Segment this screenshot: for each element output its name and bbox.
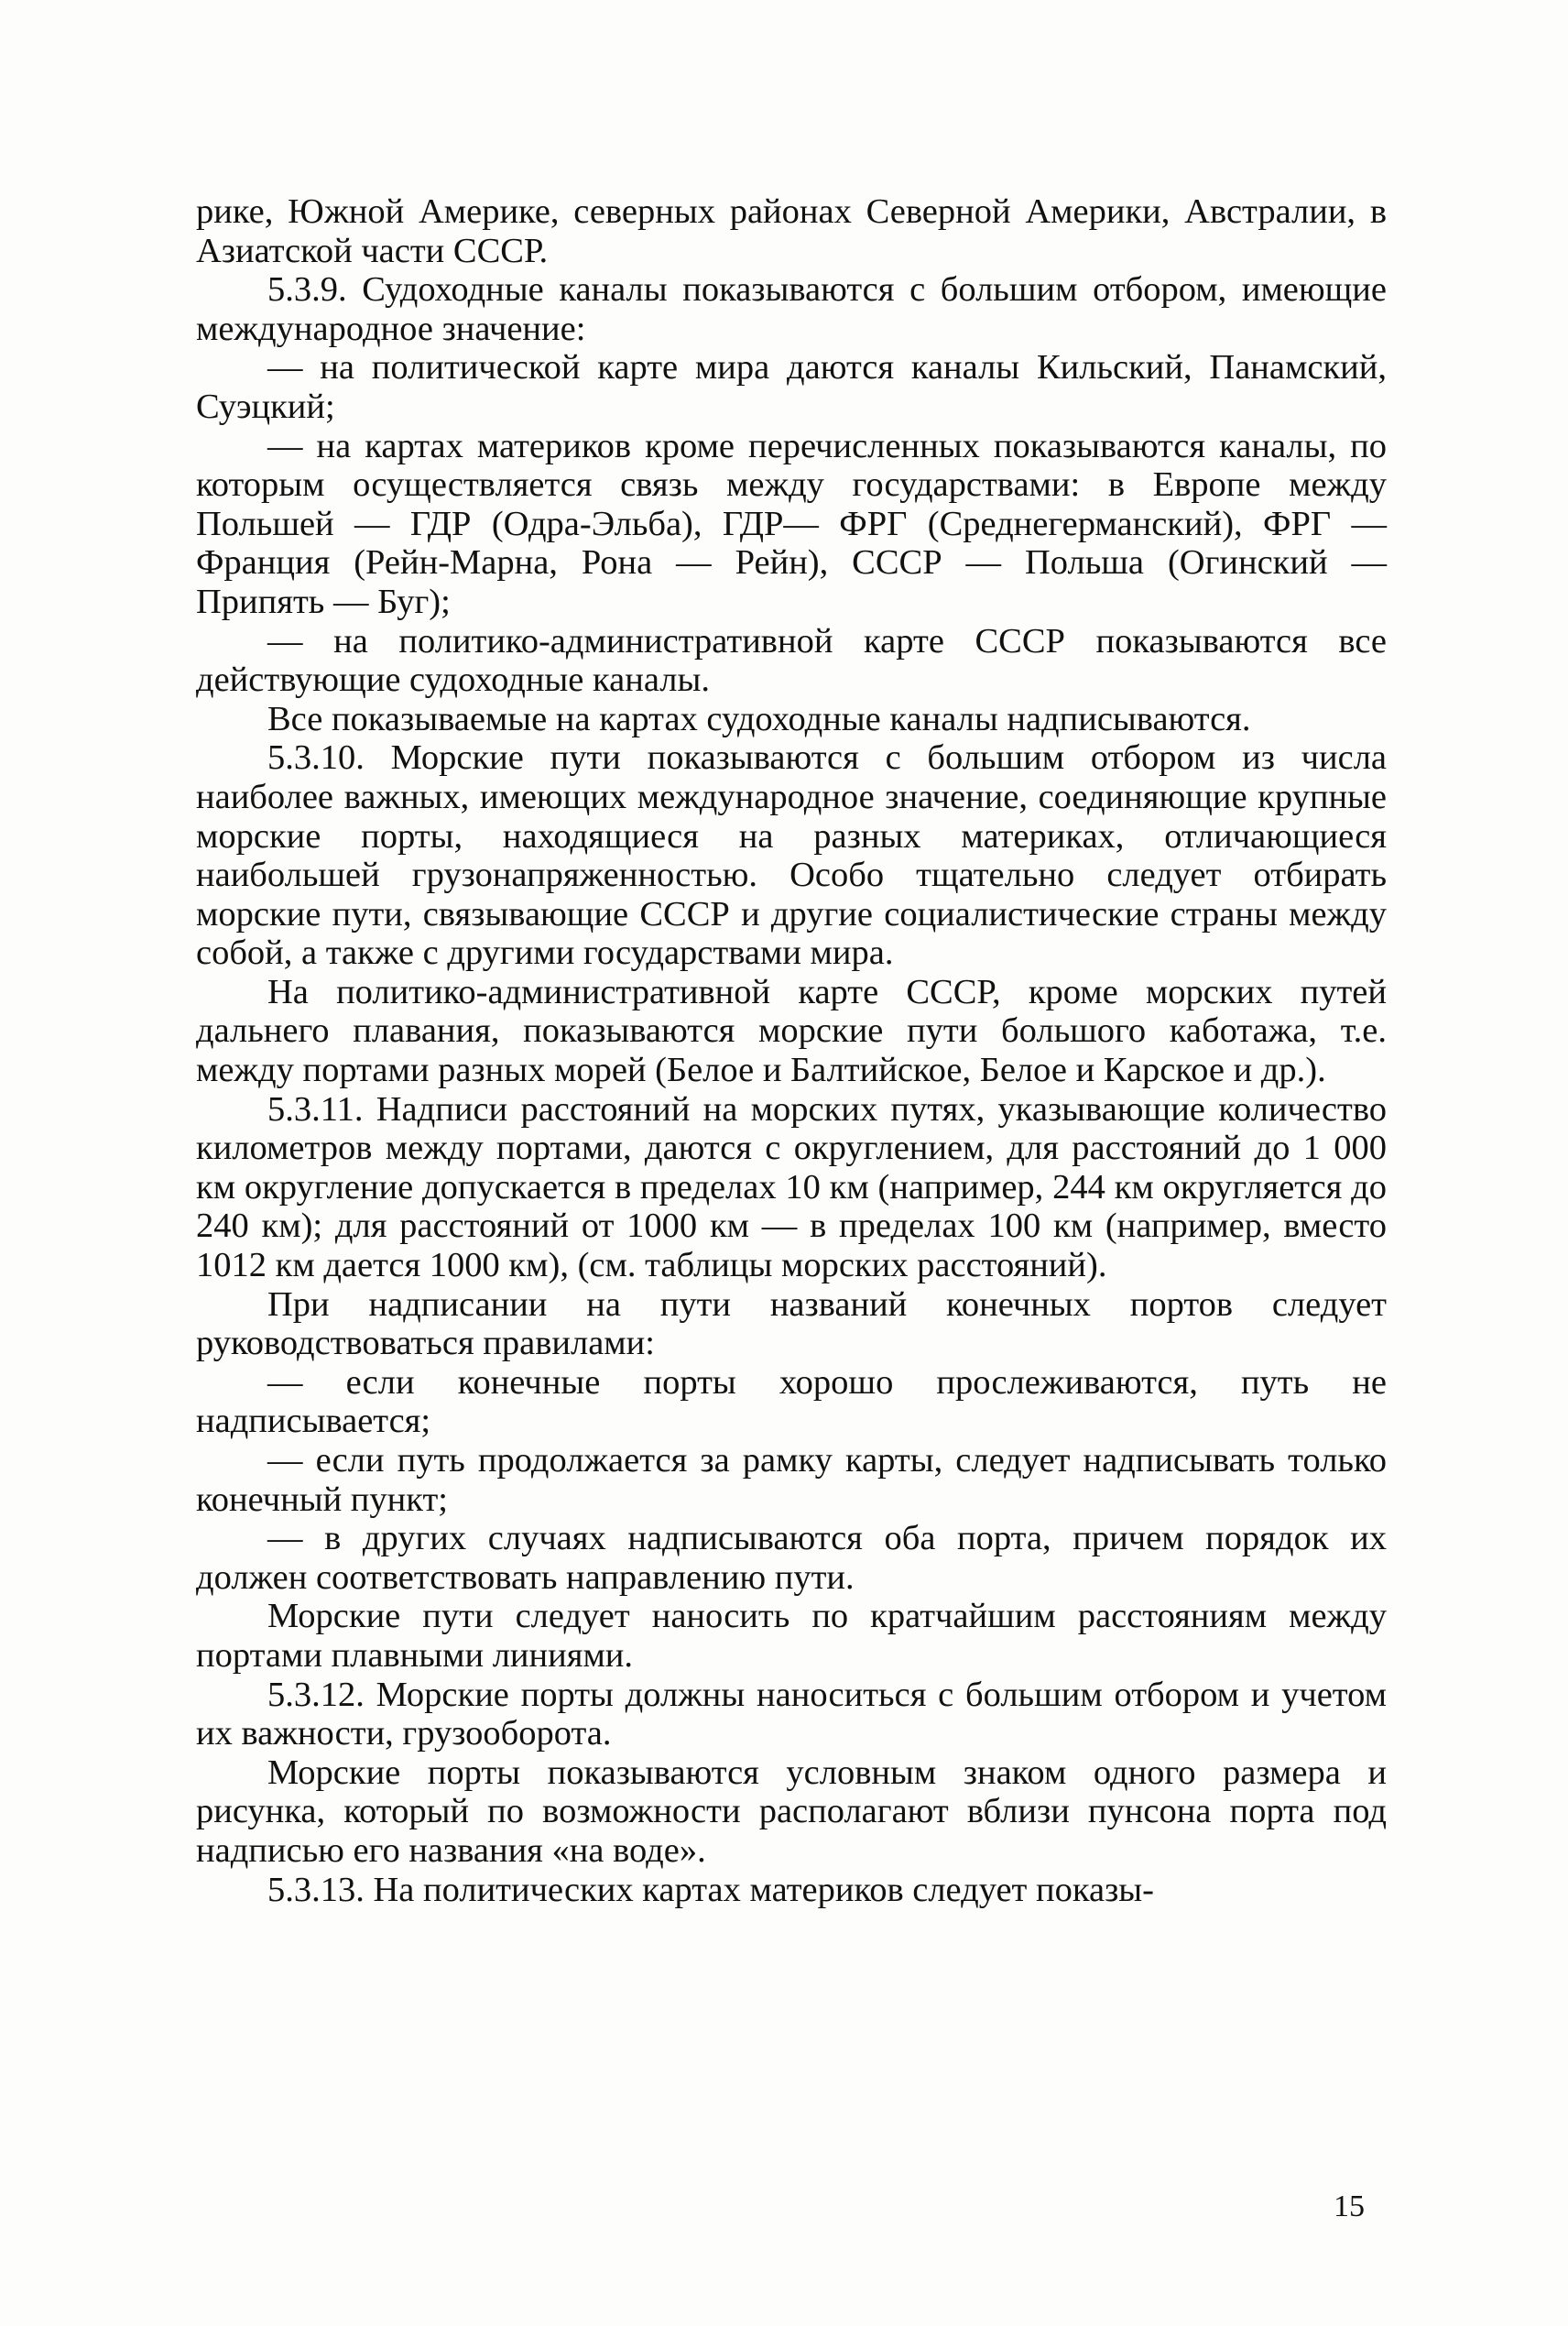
- paragraph-shortest-routes: Морские пути следует наносить по кратчайшим расстояниям между портами плавными линиями.: [196, 1597, 1387, 1675]
- paragraph-5-3-10: 5.3.10. Морские пути показываются с большим отбором из числа наиболее важных, имеющих международное значение, соединяющие крупные морские порты, находящиеся на разных материках, отличающиеся наибольшей грузонапряженностью. Особо тщательно следует отбирать морские пути, связывающие СССР и другие социалистические страны между собой, а также с другими государствами мира.: [196, 738, 1387, 973]
- paragraph-canal-labels: Все показываемые на картах судоходные каналы надписываются.: [267, 699, 1251, 738]
- paragraph-5-3-12: 5.3.12. Морские порты должны наноситься с большим отбором и учетом их важности, грузооборота.: [196, 1675, 1387, 1753]
- paragraph-port-naming-rules: При надписании на пути названий конечных портов следует руководствоваться правилами:: [196, 1284, 1387, 1363]
- list-item-other-cases: — в других случаях надписываются оба порта, причем порядок их должен соответствовать направлению пути.: [196, 1519, 1387, 1597]
- paragraph-continuation: рике, Южной Америке, северных районах Северной Америки, Австралии, в Азиатской части СССР.: [196, 192, 1387, 270]
- list-item-ussr-map-canals: — на политико-административной карте СССР показываются все действующие судоходные каналы.: [196, 621, 1387, 700]
- paragraph-port-symbols: Морские порты показываются условным знаком одного размера и рисунка, который по возможности располагают вблизи пунсона порта под надписью его названия «на воде».: [196, 1753, 1387, 1870]
- list-item-world-map-canals: — на политической карте мира даются каналы Кильский, Панамский, Суэцкий;: [196, 348, 1387, 426]
- page-number: 15: [1334, 2189, 1365, 2223]
- paragraph-cabotage: На политико-административной карте СССР, кроме морских путей дальнего плавания, показываются морские пути большого каботажа, т.е. между портами разных морей (Белое и Балтийское, Белое и Карское и др.).: [196, 972, 1387, 1090]
- paragraph-5-3-11: 5.3.11. Надписи расстояний на морских путях, указывающие количество километров между портами, даются с округлением, для расстояний до 1 000 км округление допускается в пределах 10 км (например, 244 км округляется до 240 км); для расстояний от 1000 км — в пределах 100 км (например, вместо 1012 км дается 1000 км), (см. таблицы морских расстояний).: [196, 1089, 1387, 1285]
- body-text: [196, 192, 1387, 1909]
- paragraph-5-3-13: 5.3.13. На политических картах материков следует показы-: [267, 1870, 1154, 1909]
- paragraph-5-3-9: 5.3.9. Судоходные каналы показываются с большим отбором, имеющие международное значение:: [196, 270, 1387, 348]
- list-item-ports-traceable: — если конечные порты хорошо прослеживаются, путь не надписывается;: [196, 1362, 1387, 1441]
- list-item-route-beyond-frame: — если путь продолжается за рамку карты, следует надписывать только конечный пункт;: [196, 1441, 1387, 1519]
- list-item-continent-map-canals: — на картах материков кроме перечисленных показываются каналы, по которым осуществляется связь между государствами: в Европе между Польшей — ГДР (Одра-Эльба), ГДР— ФРГ (Среднегерманский), ФРГ — Франция (Рейн-Марна, Рона — Рейн), СССР — Польша (Огинский — Припять — Буг);: [196, 426, 1387, 621]
